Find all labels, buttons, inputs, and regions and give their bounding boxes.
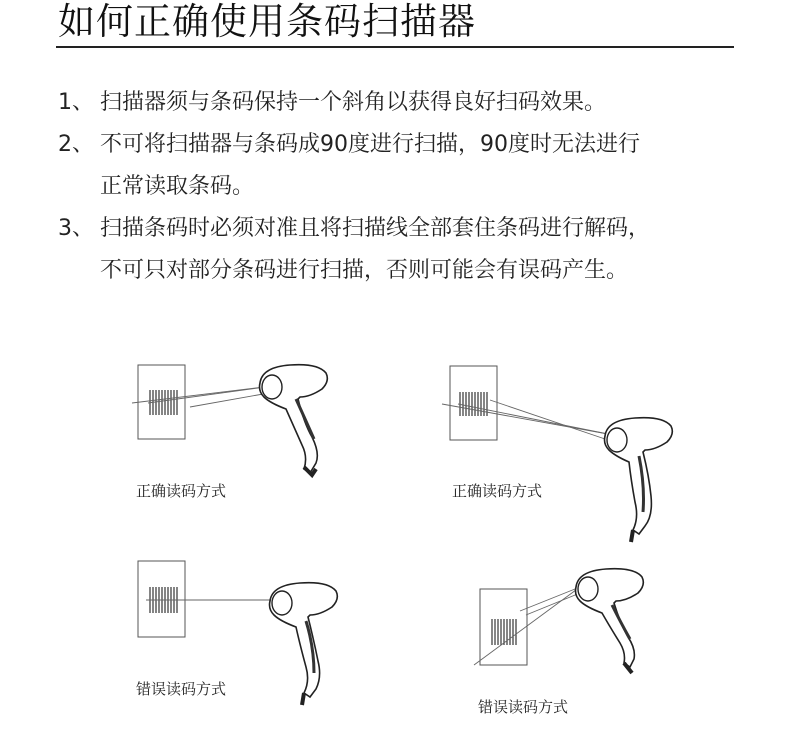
scanner-icon bbox=[270, 583, 338, 705]
instruction-item-1 bbox=[58, 82, 758, 124]
diagram-wrong-perpendicular bbox=[130, 555, 370, 695]
scanner-icon bbox=[260, 365, 328, 475]
diagram-wrong-partial bbox=[470, 565, 710, 685]
step-text: 扫描器须与条码保持一个斜角以获得良好扫码效果。 bbox=[100, 90, 607, 115]
barcode-label bbox=[450, 366, 497, 440]
diagram-caption-2: 正确读码方式 bbox=[452, 482, 543, 500]
diagram-caption-4: 错误读码方式 bbox=[478, 698, 569, 716]
scanner-icon bbox=[605, 418, 673, 542]
diagram-caption-1: 正确读码方式 bbox=[136, 482, 227, 500]
step-text-continued: 正常读取条码。 bbox=[100, 174, 255, 199]
step-number: 1、 bbox=[58, 90, 94, 115]
scanner-icon bbox=[576, 569, 644, 673]
step-number: 2、 bbox=[58, 132, 94, 157]
page-title: 如何正确使用条码扫描器 bbox=[58, 0, 476, 43]
diagram-caption-3: 错误读码方式 bbox=[136, 680, 227, 698]
title-underline bbox=[56, 46, 734, 48]
step-number: 3、 bbox=[58, 216, 94, 241]
barcode-bars-icon bbox=[460, 392, 487, 416]
step-text: 扫描条码时必须对准且将扫描线全部套住条码进行解码， bbox=[100, 216, 651, 241]
scan-beam bbox=[442, 400, 608, 440]
step-text: 不可将扫描器与条码成90度进行扫描，90度时无法进行 bbox=[100, 132, 640, 157]
barcode-bars-icon bbox=[492, 619, 516, 645]
instruction-list bbox=[58, 82, 758, 292]
diagram-correct-angle-2 bbox=[440, 360, 690, 550]
scan-beam bbox=[132, 385, 280, 407]
step-text-continued: 不可只对部分条码进行扫描，否则可能会有误码产生。 bbox=[100, 258, 629, 283]
instruction-item-2 bbox=[58, 124, 758, 208]
diagram-correct-angle-1 bbox=[130, 355, 370, 480]
instruction-item-3 bbox=[58, 208, 758, 292]
